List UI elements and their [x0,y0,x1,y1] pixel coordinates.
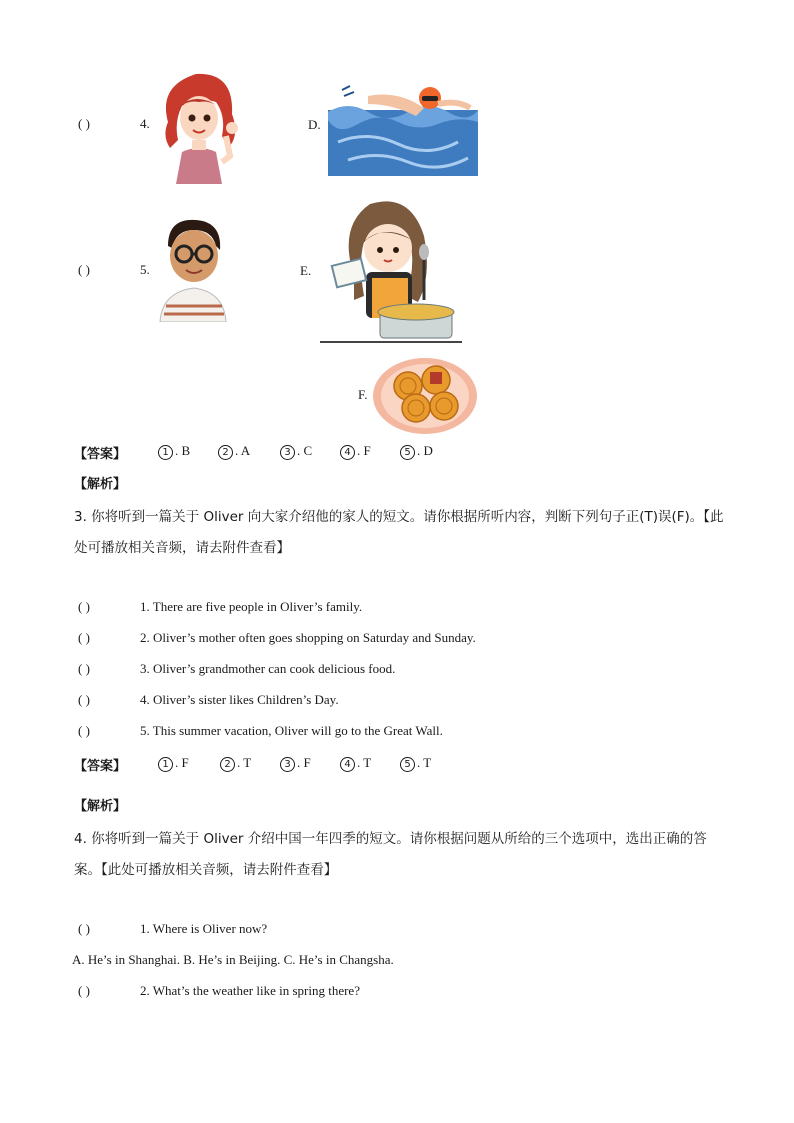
answer-1-item-4: 4 . F [340,443,371,460]
girl-cooking-icon [320,196,462,344]
q3-item-1-blank[interactable]: ( ) [78,599,90,614]
q4-item-2-text: 2. What’s the weather like in spring there? [140,983,360,998]
answer-2-item-5: 5 . T [400,755,431,772]
option-D-letter: D. [308,117,321,132]
match-row-5-blank[interactable]: ( ) [78,262,90,277]
option-F-letter: F. [358,387,368,402]
q3-item-2-text: 2. Oliver’s mother often goes shopping on Saturday and Sunday. [140,630,476,645]
answer-label-2: 【答案】 [74,759,127,774]
q4-instruction-line1: 4. 你将听到一篇关于 Oliver 介绍中国一年四季的短文。请你根据问题从所给的三个选项中，选出正确的答 [74,831,707,847]
match-row-4-blank[interactable]: ( ) [78,116,90,131]
q4-item-2-blank[interactable]: ( ) [78,983,90,998]
q3-instruction-line1: 3. 你将听到一篇关于 Oliver 向大家介绍他的家人的短文。请你根据所听内容，判断下列句子正(T)误(F)。【此 [74,509,724,525]
match-row-5-number: 5. [140,262,150,277]
q3-item-5-blank[interactable]: ( ) [78,723,90,738]
answer-1-item-1: 1 . B [158,443,190,460]
answer-2-item-4: 4 . T [340,755,371,772]
mooncake-plate-icon [372,350,478,436]
q3-item-2-blank[interactable]: ( ) [78,630,90,645]
answer-1-item-5: 5 . D [400,443,433,460]
q3-item-5-text: 5. This summer vacation, Oliver will go to the Great Wall. [140,723,443,738]
match-row-4-number: 4. [140,116,150,131]
q3-item-1-text: 1. There are five people in Oliver’s family. [140,599,363,614]
q3-instruction-line2: 处可播放相关音频，请去附件查看】 [74,540,290,556]
answer-2-item-2: 2 . T [220,755,251,772]
answer-2-item-1: 1 . F [158,755,189,772]
girl-with-curly-hair-icon [156,66,242,184]
q4-item-1-options: A. He’s in Shanghai. B. He’s in Beijing. C. He’s in Changsha. [72,952,394,967]
analysis-label-2: 【解析】 [74,799,127,814]
answer-label-1: 【答案】 [74,447,127,462]
answer-1-item-3: 3 . C [280,443,312,460]
q3-item-4-blank[interactable]: ( ) [78,692,90,707]
boy-with-glasses-icon [156,216,228,322]
q4-item-1-blank[interactable]: ( ) [78,921,90,936]
q3-item-4-text: 4. Oliver’s sister likes Children’s Day. [140,692,339,707]
q3-item-3-text: 3. Oliver’s grandmother can cook delicious food. [140,661,396,676]
q4-item-1-text: 1. Where is Oliver now? [140,921,268,936]
q4-instruction-line2: 案。【此处可播放相关音频，请去附件查看】 [74,862,338,878]
q3-item-3-blank[interactable]: ( ) [78,661,90,676]
answer-1-item-2: 2 . A [218,443,250,460]
answer-2-item-3: 3 . F [280,755,311,772]
analysis-label-1: 【解析】 [74,477,127,492]
option-E-letter: E. [300,263,312,278]
swimmer-icon [328,82,478,178]
